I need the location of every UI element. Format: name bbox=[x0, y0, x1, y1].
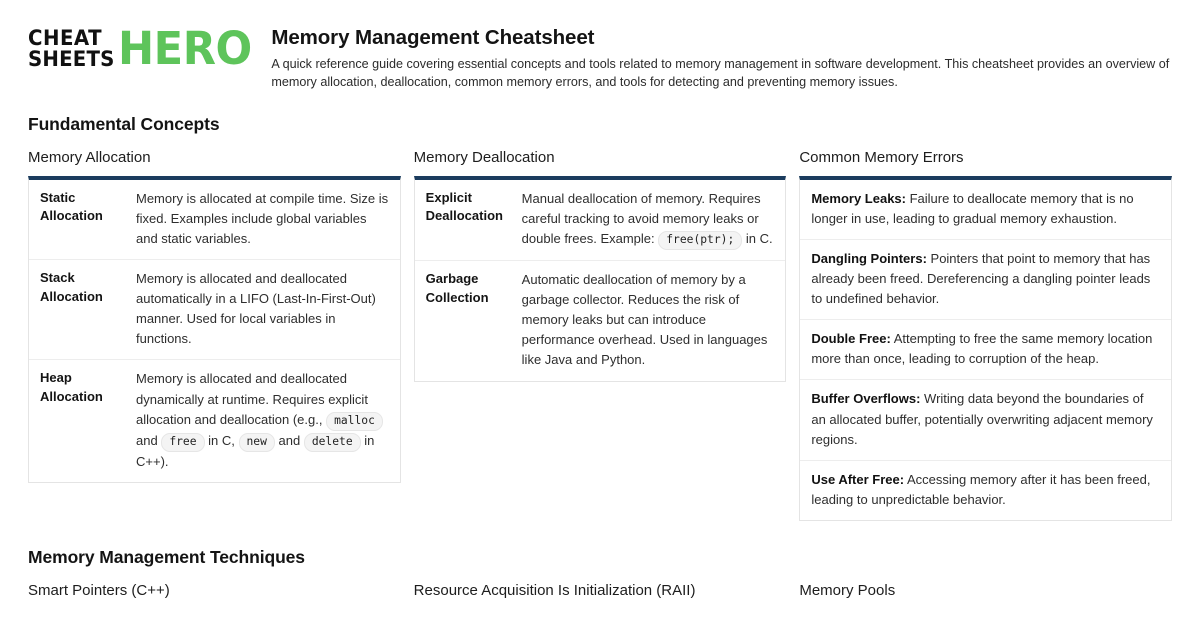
table-row bbox=[800, 461, 1171, 520]
brand-logo-stack bbox=[28, 28, 120, 69]
page-header bbox=[28, 0, 1172, 92]
row-term: Use After Free: bbox=[811, 471, 905, 487]
section-memory-management-techniques bbox=[28, 547, 1172, 599]
code-chip: malloc bbox=[326, 412, 383, 431]
table-row bbox=[800, 240, 1171, 320]
column-raii bbox=[414, 582, 787, 599]
row-term: Heap Allocation bbox=[40, 370, 103, 405]
brand-logo-accent: HERO bbox=[118, 22, 252, 75]
row-term: Stack Allocation bbox=[40, 269, 103, 304]
row-definition bbox=[811, 329, 1160, 369]
column-smart-pointers bbox=[28, 582, 401, 599]
row-definition bbox=[811, 470, 1160, 510]
table-memory-deallocation bbox=[414, 176, 787, 382]
row-definition bbox=[811, 389, 1160, 449]
page-title: Memory Management Cheatsheet bbox=[271, 26, 595, 49]
brand-logo-line1: CHEAT bbox=[28, 26, 103, 51]
column-heading-memory-allocation: Memory Allocation bbox=[28, 148, 151, 166]
section-columns-fundamental-concepts bbox=[28, 149, 1172, 522]
row-term: Explicit Deallocation bbox=[425, 189, 503, 224]
row-term: Static Allocation bbox=[40, 189, 103, 224]
code-chip: new bbox=[239, 433, 275, 452]
row-definition: Automatic deallocation of memory by a garbage collector. Reduces the risk of memory leaks but can introduce performance overhead. Used in languages like Java and Python. bbox=[521, 271, 768, 368]
column-heading-raii: Resource Acquisition Is Initialization (RAII) bbox=[413, 582, 696, 600]
code-chip: delete bbox=[304, 433, 361, 452]
column-heading-common-memory-errors: Common Memory Errors bbox=[799, 148, 964, 166]
row-text: Accessing memory after it has been freed, leading to unpredictable behavior. bbox=[811, 471, 1151, 508]
row-text: Attempting to free the same memory location more than once, leading to corruption of the heap. bbox=[811, 331, 1153, 367]
table-common-memory-errors bbox=[799, 176, 1172, 522]
row-term: Garbage Collection bbox=[425, 270, 489, 305]
row-term: Memory Leaks: bbox=[811, 190, 906, 206]
row-definition: Memory is allocated and deallocated automatically in a LIFO (Last-In-First-Out) manner. Used for local variables in functions. bbox=[136, 270, 376, 347]
table-row bbox=[29, 180, 400, 260]
row-definition: Memory is allocated and deallocated dynamically at runtime. Requires explicit allocation and deallocation (e.g., malloc and free in C, new and delete in C++). bbox=[136, 369, 389, 472]
column-heading-smart-pointers: Smart Pointers (C++) bbox=[28, 582, 170, 600]
column-common-memory-errors bbox=[799, 149, 1172, 522]
row-definition: Memory is allocated at compile time. Size is fixed. Examples include global variables and static variables. bbox=[136, 190, 389, 246]
page-description: A quick reference guide covering essential concepts and tools related to memory management in software development. This cheatsheet provides an overview of memory allocation, deallocation, common memory errors, and tools for detecting and preventing memory issues. bbox=[271, 57, 1170, 90]
section-columns-memory-management-techniques bbox=[28, 582, 1172, 599]
table-row bbox=[800, 380, 1171, 460]
table-row bbox=[800, 320, 1171, 380]
row-definition bbox=[811, 189, 1160, 229]
row-term: Double Free: bbox=[811, 331, 891, 347]
code-chip: free bbox=[161, 433, 204, 452]
row-term: Buffer Overflows: bbox=[811, 391, 921, 407]
table-row bbox=[415, 180, 786, 261]
section-title-memory-management-techniques: Memory Management Techniques bbox=[28, 547, 305, 568]
code-chip: free(ptr); bbox=[658, 231, 742, 250]
row-text: Writing data beyond the boundaries of an allocated buffer, potentially overwriting adjacent memory regions. bbox=[811, 391, 1153, 447]
column-memory-allocation bbox=[28, 149, 401, 484]
table-memory-allocation bbox=[28, 176, 401, 484]
column-memory-pools bbox=[799, 582, 1172, 599]
section-title-fundamental-concepts: Fundamental Concepts bbox=[28, 113, 220, 134]
row-definition bbox=[811, 249, 1160, 309]
table-row bbox=[29, 360, 400, 482]
column-heading-memory-deallocation: Memory Deallocation bbox=[413, 148, 555, 166]
row-term: Dangling Pointers: bbox=[811, 250, 927, 266]
column-memory-deallocation bbox=[414, 149, 787, 382]
column-heading-memory-pools: Memory Pools bbox=[799, 582, 896, 600]
row-definition: Manual deallocation of memory. Requires careful tracking to avoid memory leaks or double frees. Example: free(ptr); in C. bbox=[522, 189, 775, 250]
header-text-block bbox=[271, 26, 1172, 92]
table-row bbox=[29, 260, 400, 361]
brand-logo bbox=[28, 22, 257, 75]
row-text: Failure to deallocate memory that is no longer in use, leading to gradual memory exhaustion. bbox=[811, 190, 1134, 226]
brand-logo-line2: SHEETS bbox=[28, 46, 115, 71]
table-row bbox=[800, 180, 1171, 240]
row-text: Pointers that point to memory that has already been freed. Dereferencing a dangling pointer leads to undefined behavior. bbox=[811, 250, 1151, 307]
table-row bbox=[415, 261, 786, 381]
